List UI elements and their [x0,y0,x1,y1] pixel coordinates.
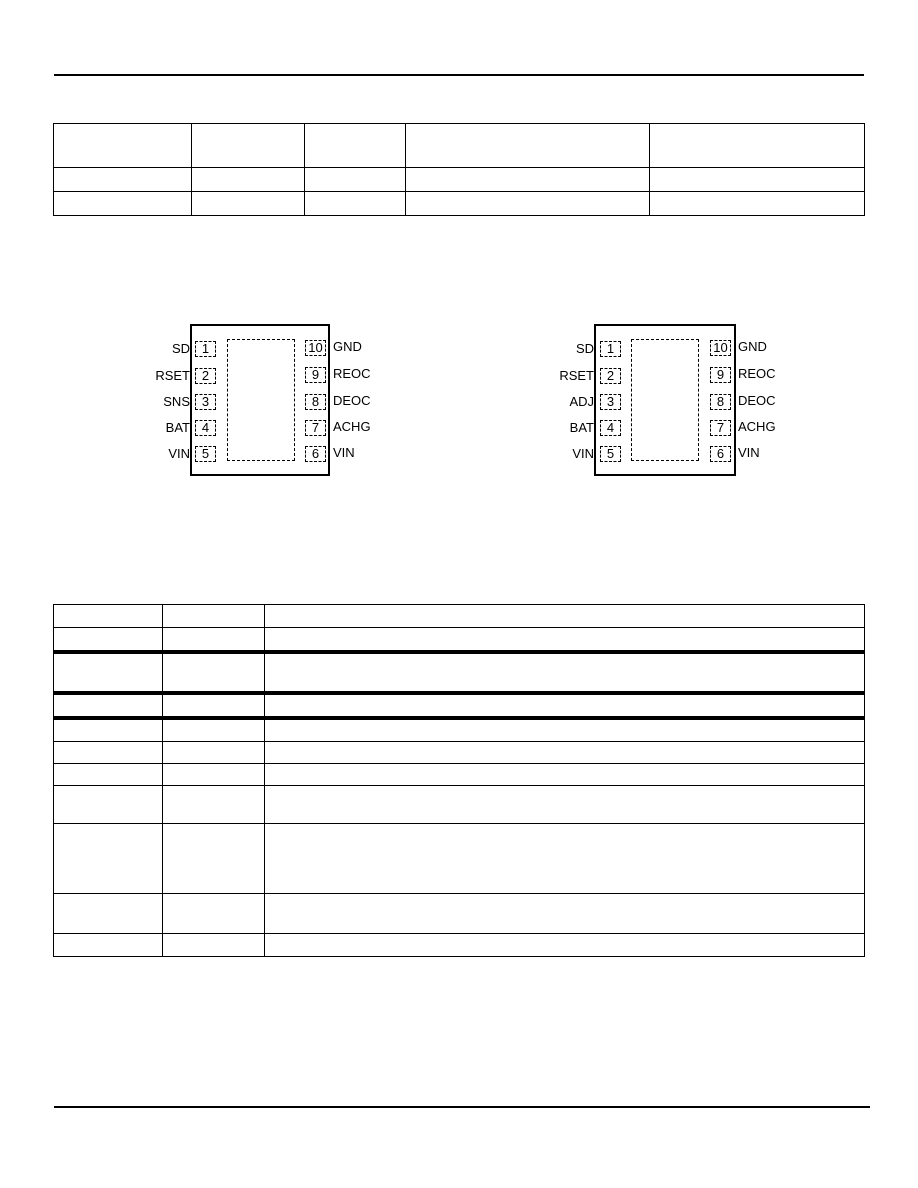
table-cell [163,695,265,717]
table-cell [305,192,406,216]
table-cell [163,742,265,764]
pin-label: REOC [333,366,371,381]
table-cell [265,894,865,934]
ordering-header-cell [305,124,406,168]
pin-number: 9 [710,367,731,383]
pin-label: VIN [333,445,355,460]
pin-label: ACHG [738,419,776,434]
pin-label: SD [171,341,190,356]
table-cell [54,628,163,651]
pin-label: ACHG [333,419,371,434]
table-row [54,742,865,764]
pin-description-table [53,604,865,957]
table-cell [265,764,865,786]
exposed-pad [631,339,699,461]
table-cell [54,764,163,786]
pin-label: GND [333,339,362,354]
table-row [54,934,865,957]
header-rule [54,74,864,76]
table-cell [163,934,265,957]
table-cell [54,786,163,824]
table-cell [163,894,265,934]
pin-number: 4 [600,420,621,436]
pin-label: GND [738,339,767,354]
pin-number: 3 [195,394,216,410]
pin-number: 8 [710,394,731,410]
ordering-table [53,123,865,216]
table-cell [265,824,865,894]
pin-number: 8 [305,394,326,410]
table-cell [54,824,163,894]
table-cell [650,192,865,216]
table-cell [163,654,265,692]
table-cell [406,168,650,192]
ordering-header-cell [650,124,865,168]
table-cell [265,605,865,628]
pin-number: 1 [600,341,621,357]
pin-number: 7 [305,420,326,436]
pin-label: ADJ [569,394,594,409]
table-cell [406,192,650,216]
table-cell [265,934,865,957]
table-row [54,168,865,192]
pin-number: 10 [710,340,731,356]
pin-number: 5 [195,446,216,462]
pin-label: BAT [569,420,594,435]
ordering-table-header [54,124,865,168]
table-cell [192,168,305,192]
table-cell [54,720,163,742]
pin-number: 2 [600,368,621,384]
table-row [54,720,865,742]
pin-number: 7 [710,420,731,436]
footer-rule [54,1106,870,1108]
table-cell [54,934,163,957]
exposed-pad [227,339,295,461]
pin-number: 2 [195,368,216,384]
table-cell [305,168,406,192]
pin-number: 6 [305,446,326,462]
table-cell [192,192,305,216]
pin-label: REOC [738,366,776,381]
table-row [54,764,865,786]
table-row [54,192,865,216]
table-cell [163,824,265,894]
pin-number: 4 [195,420,216,436]
ordering-header-cell [54,124,192,168]
pin-number: 9 [305,367,326,383]
table-cell [265,720,865,742]
pin-number: 1 [195,341,216,357]
table-cell [54,605,163,628]
table-cell [265,786,865,824]
pin-label: DEOC [333,393,371,408]
table-cell [265,654,865,692]
pin-label: VIN [738,445,760,460]
table-cell [265,695,865,717]
table-cell [163,720,265,742]
table-cell [265,742,865,764]
table-cell [163,605,265,628]
pin-number: 3 [600,394,621,410]
table-cell [265,628,865,651]
ordering-header-cell [406,124,650,168]
table-cell [54,695,163,717]
pin-table-header [54,605,865,628]
table-cell [163,628,265,651]
pin-number: 10 [305,340,326,356]
ordering-header-cell [192,124,305,168]
table-cell [54,742,163,764]
pin-label: RSET [155,368,190,383]
table-row [54,628,865,651]
table-cell [163,764,265,786]
table-cell [650,168,865,192]
table-cell [54,654,163,692]
pin-number: 6 [710,446,731,462]
table-row [54,695,865,717]
pin-label: RSET [559,368,594,383]
table-row [54,894,865,934]
table-row [54,786,865,824]
pin-label: BAT [165,420,190,435]
table-cell [54,192,192,216]
table-cell [54,168,192,192]
table-cell [163,786,265,824]
pin-label: DEOC [738,393,776,408]
pin-label: VIN [572,446,594,461]
pin-number: 5 [600,446,621,462]
pin-label: VIN [168,446,190,461]
table-row [54,824,865,894]
pin-label: SD [575,341,594,356]
table-row [54,654,865,692]
table-cell [54,894,163,934]
pin-label: SNS [163,394,190,409]
